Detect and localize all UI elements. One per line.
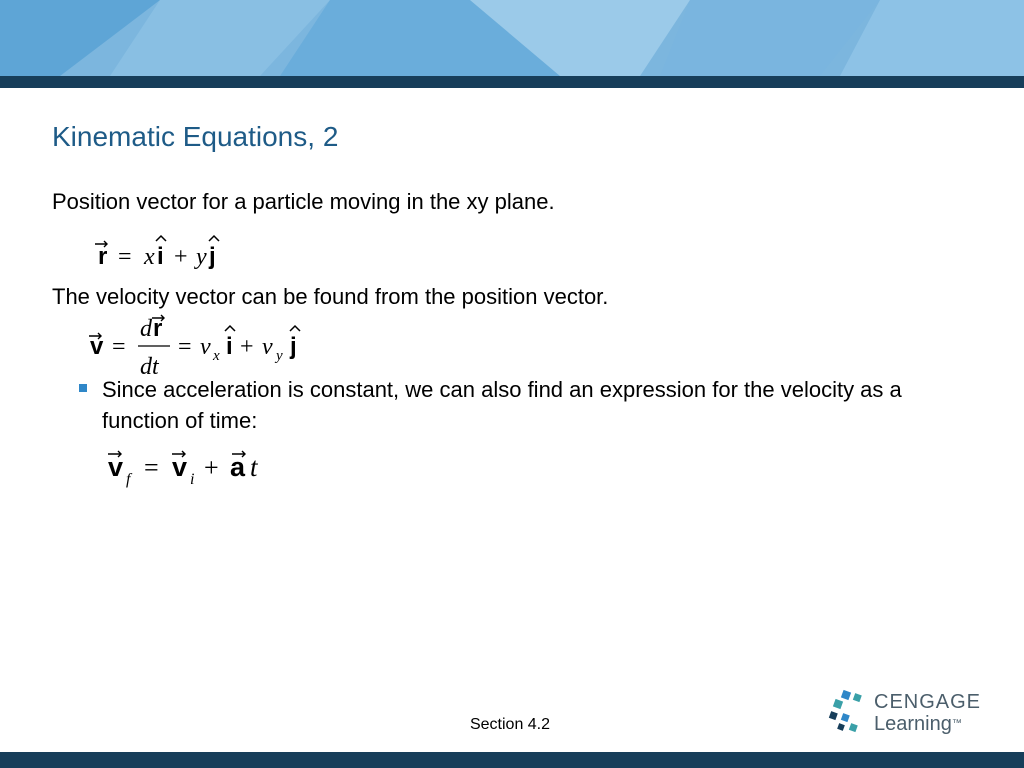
footer-bar xyxy=(0,752,1024,768)
bullet-marker xyxy=(79,384,87,392)
velocity-intro-text: The velocity vector can be found from the position vector. xyxy=(52,284,609,309)
section-text: Section 4.2 xyxy=(469,716,551,733)
i-hat-symbol: i xyxy=(226,333,233,360)
hat-icon xyxy=(290,326,300,331)
a-vector-symbol: a xyxy=(230,452,246,482)
cengage-mark-icon xyxy=(828,688,872,740)
v-vector-symbol: v xyxy=(90,333,104,360)
header-band xyxy=(0,0,1024,76)
dt-denominator: dt xyxy=(140,354,159,380)
logo-learning-text: Learning xyxy=(874,713,952,735)
page-title: Kinematic Equations, 2 xyxy=(52,121,339,152)
r-vector-symbol: r xyxy=(153,315,163,342)
header-decoration xyxy=(0,0,1024,76)
i-subscript: i xyxy=(190,471,195,488)
j-hat-symbol: j xyxy=(290,333,297,360)
d-numerator: d xyxy=(140,316,152,342)
logo-word-learning xyxy=(874,712,962,736)
equals-sign-1: = xyxy=(112,334,126,360)
velocity-equation xyxy=(86,312,326,382)
equals-sign: = xyxy=(144,453,159,482)
trademark-symbol: ™ xyxy=(951,718,962,729)
bullet-text: Since acceleration is constant, we can also find an expression for the velocity as a function of time: xyxy=(102,377,902,433)
v-vector-symbol: v xyxy=(108,452,124,482)
v-vector-symbol-2: v xyxy=(172,452,188,482)
plus-sign: + xyxy=(204,453,219,482)
t-symbol: t xyxy=(250,452,258,482)
hat-icon xyxy=(225,326,235,331)
header-rule xyxy=(0,76,1024,88)
i-hat-symbol: i xyxy=(157,243,164,270)
equals-sign: = xyxy=(118,244,132,270)
hat-icon xyxy=(156,236,166,241)
equals-sign-2: = xyxy=(178,334,192,360)
r-vector-symbol: r xyxy=(98,243,108,270)
hat-icon xyxy=(209,236,219,241)
j-hat-symbol: j xyxy=(209,243,216,270)
vy-symbol: v xyxy=(262,334,273,360)
position-intro-text: Position vector for a particle moving in the xy plane. xyxy=(52,189,555,214)
plus-sign: + xyxy=(174,244,188,270)
logo-word-cengage: CENGAGE xyxy=(874,691,982,713)
final-velocity-equation xyxy=(104,444,284,490)
y-subscript: y xyxy=(276,348,283,364)
x-symbol: x xyxy=(144,244,155,270)
y-symbol: y xyxy=(196,244,207,270)
position-equation xyxy=(92,230,252,274)
x-subscript: x xyxy=(213,348,220,364)
vx-symbol: v xyxy=(200,334,211,360)
f-subscript: f xyxy=(126,471,131,488)
cengage-logo xyxy=(828,688,988,740)
plus-sign: + xyxy=(240,334,254,360)
